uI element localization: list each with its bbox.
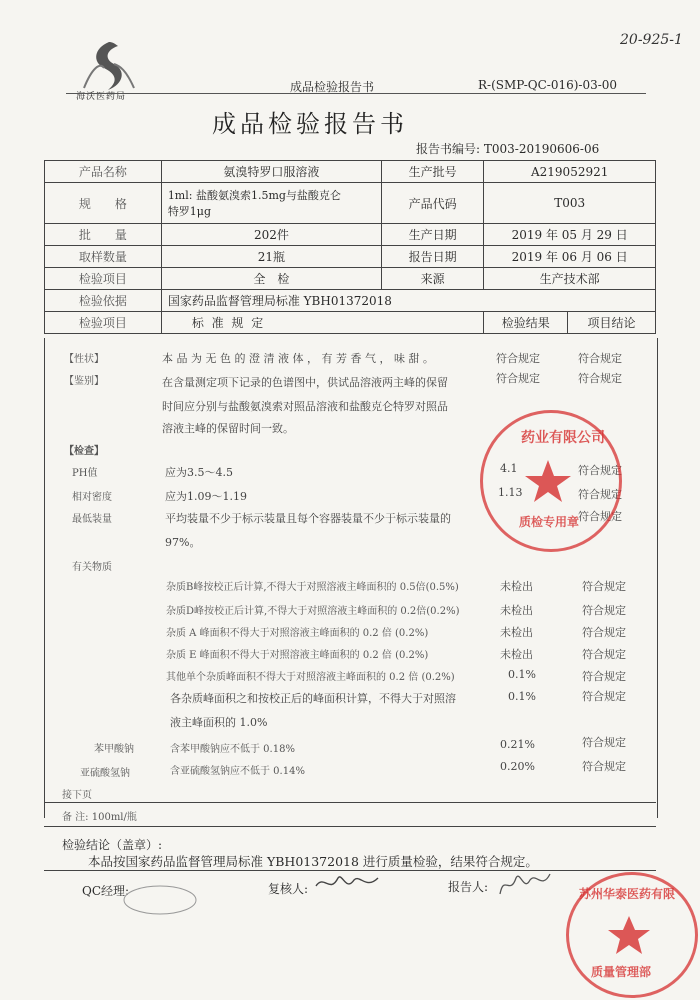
report-number: 报告书编号: T003-20190606-06 <box>416 142 600 156</box>
density-label: 相对密度 <box>72 492 112 503</box>
next-page-note: 接下页 <box>62 790 92 801</box>
qc-manager-faint-stamp-icon <box>120 882 200 918</box>
ph-standard: 应为3.5～4.5 <box>165 466 233 479</box>
imp-a-result: 未检出 <box>500 626 533 639</box>
jianbie-standard-1: 在含量测定项下记录的色谱图中，供试品溶液两主峰的保留 <box>162 376 448 389</box>
product-code-label: 产品代码 <box>382 183 484 224</box>
remark-top-line <box>44 802 656 803</box>
benzoate-result: 0.21% <box>500 738 535 751</box>
jianbie-standard-3: 溶液主峰的保留时间一致。 <box>162 422 294 435</box>
spec-value <box>161 183 381 224</box>
col-result: 检验结果 <box>484 312 568 334</box>
imp-other-result: 0.1% <box>508 668 536 681</box>
spec-label: 规 格 <box>45 183 162 224</box>
sample-qty-label: 取样数量 <box>45 246 162 268</box>
jianbie-conclusion: 符合规定 <box>578 372 622 385</box>
col-conclusion: 项目结论 <box>568 312 656 334</box>
imp-b-conclusion: 符合规定 <box>582 580 626 593</box>
fill-standard-1: 平均装量不少于标示装量且每个容器装量不少于标示装量的 <box>165 512 451 525</box>
conclusion-text: 本品按国家药品监督管理局标准 YBH01372018 进行质量检验，结果符合规定。 <box>88 854 538 869</box>
spec-line-1: 1ml: 盐酸氨溴索1.5mg与盐酸克仑 <box>167 189 341 202</box>
remark: 备 注: 100ml/瓶 <box>62 812 137 823</box>
batch-qty: 202件 <box>161 224 381 246</box>
product-code: T003 <box>484 183 656 224</box>
imp-a-conclusion: 符合规定 <box>582 626 626 639</box>
xingzhuang-result: 符合规定 <box>496 352 540 365</box>
jianbie-result: 符合规定 <box>496 372 540 385</box>
header-doc-type: 成品检验报告书 <box>290 80 375 94</box>
col-standard: 标 准 规 定 <box>161 312 484 334</box>
spec-line-2: 特罗1μg <box>167 205 212 218</box>
xingzhuang-standard: 本 品 为 无 色 的 澄 清 液 体 ， 有 芳 香 气 ， 味 甜 。 <box>162 352 434 365</box>
benzoate-conclusion: 符合规定 <box>582 736 626 749</box>
basis: 国家药品监督管理局标准 YBH01372018 <box>161 290 655 312</box>
imp-e-conclusion: 符合规定 <box>582 648 626 661</box>
test-item-label: 检验项目 <box>45 268 162 290</box>
section-jiancha: 【检查】 <box>64 446 104 457</box>
ph-conclusion: 符合规定 <box>578 464 622 477</box>
logo-caption: 海沃医药局 <box>76 92 127 102</box>
batch-qty-label: 批 量 <box>45 224 162 246</box>
report-date-label: 报告日期 <box>382 246 484 268</box>
qa-stamp-text: 苏州华泰医药有限 <box>579 887 676 901</box>
handwritten-note: 20-925-1 <box>620 32 683 48</box>
benzoate-label: 苯甲酸钠 <box>94 744 134 755</box>
imp-total-standard-1: 各杂质峰面积之和按校正后的峰面积计算，不得大于对照溶 <box>170 692 456 705</box>
company-stamp-sub: 质检专用章 <box>519 515 580 529</box>
imp-other-standard: 其他单个杂质峰面积不得大于对照溶液主峰面积的 0.2 倍 (0.2%) <box>166 672 455 683</box>
product-name-label: 产品名称 <box>45 161 162 183</box>
bisulfite-conclusion: 符合规定 <box>582 760 626 773</box>
prod-date-label: 生产日期 <box>382 224 484 246</box>
reviewer-label: 复核人: <box>268 882 309 896</box>
imp-d-standard: 杂质D峰按校正后计算,不得大于对照溶液主峰面积的 0.2倍(0.2%) <box>166 606 460 617</box>
imp-e-result: 未检出 <box>500 648 533 661</box>
imp-d-result: 未检出 <box>500 604 533 617</box>
bisulfite-result: 0.20% <box>500 760 535 773</box>
reporter-label: 报告人: <box>448 880 489 894</box>
imp-total-standard-2: 液主峰面积的 1.0% <box>170 716 268 729</box>
related-label: 有关物质 <box>72 562 112 573</box>
qa-stamp-sub: 质量管理部 <box>591 965 652 979</box>
company-stamp <box>480 410 622 552</box>
fill-conclusion: 符合规定 <box>578 510 622 523</box>
qa-stamp <box>566 872 698 998</box>
page-title: 成品检验报告书 <box>212 110 408 138</box>
col-item: 检验项目 <box>45 312 162 334</box>
reviewer-signature-icon <box>312 868 382 898</box>
imp-total-result: 0.1% <box>508 690 536 703</box>
reporter-signature-icon <box>494 866 554 902</box>
imp-d-conclusion: 符合规定 <box>582 604 626 617</box>
source: 生产技术部 <box>484 268 656 290</box>
density-result: 1.13 <box>498 486 523 499</box>
section-xingzhuang: 【性状】 <box>64 354 104 365</box>
imp-a-standard: 杂质 A 峰面积不得大于对照溶液主峰面积的 0.2 倍 (0.2%) <box>166 628 429 639</box>
density-conclusion: 符合规定 <box>578 488 622 501</box>
product-name: 氨溴特罗口服溶液 <box>161 161 381 183</box>
prod-date: 2019 年 05 月 29 日 <box>484 224 656 246</box>
ph-label: PH值 <box>72 468 98 479</box>
xingzhuang-conclusion: 符合规定 <box>578 352 622 365</box>
jianbie-standard-2: 时间应分别与盐酸氨溴索对照品溶液和盐酸克仑特罗对照品 <box>162 400 448 413</box>
sample-qty: 21瓶 <box>161 246 381 268</box>
bisulfite-label: 亚硫酸氢钠 <box>80 768 130 779</box>
imp-b-result: 未检出 <box>500 580 533 593</box>
remark-bottom-line <box>44 826 656 827</box>
qc-manager-label: QC经理: <box>82 884 130 898</box>
header-divider <box>66 93 646 94</box>
company-logo-icon <box>74 38 144 96</box>
header-form-code: R-(SMP-QC-016)-03-00 <box>478 78 618 92</box>
company-stamp-text: 药业有限公司 <box>521 430 605 446</box>
basis-label: 检验依据 <box>45 290 162 312</box>
benzoate-standard: 含苯甲酸钠应不低于 0.18% <box>170 744 295 755</box>
imp-b-standard: 杂质B峰按校正后计算,不得大于对照溶液主峰面积的 0.5倍(0.5%) <box>166 582 459 593</box>
info-table <box>44 160 656 334</box>
imp-total-conclusion: 符合规定 <box>582 690 626 703</box>
batch-no: A219052921 <box>484 161 656 183</box>
fill-label: 最低装量 <box>72 514 112 525</box>
test-item: 全 检 <box>161 268 381 290</box>
bisulfite-standard: 含亚硫酸氢钠应不低于 0.14% <box>170 766 305 777</box>
imp-other-conclusion: 符合规定 <box>582 670 626 683</box>
density-standard: 应为1.09～1.19 <box>165 490 247 503</box>
section-jianbie: 【鉴别】 <box>64 376 104 387</box>
source-label: 来源 <box>382 268 484 290</box>
fill-standard-2: 97%。 <box>165 536 201 549</box>
report-date: 2019 年 06 月 06 日 <box>484 246 656 268</box>
batch-no-label: 生产批号 <box>382 161 484 183</box>
conclusion-label: 检验结论（盖章）: <box>62 838 163 852</box>
ph-result: 4.1 <box>500 462 518 475</box>
imp-e-standard: 杂质 E 峰面积不得大于对照溶液主峰面积的 0.2 倍 (0.2%) <box>166 650 429 661</box>
